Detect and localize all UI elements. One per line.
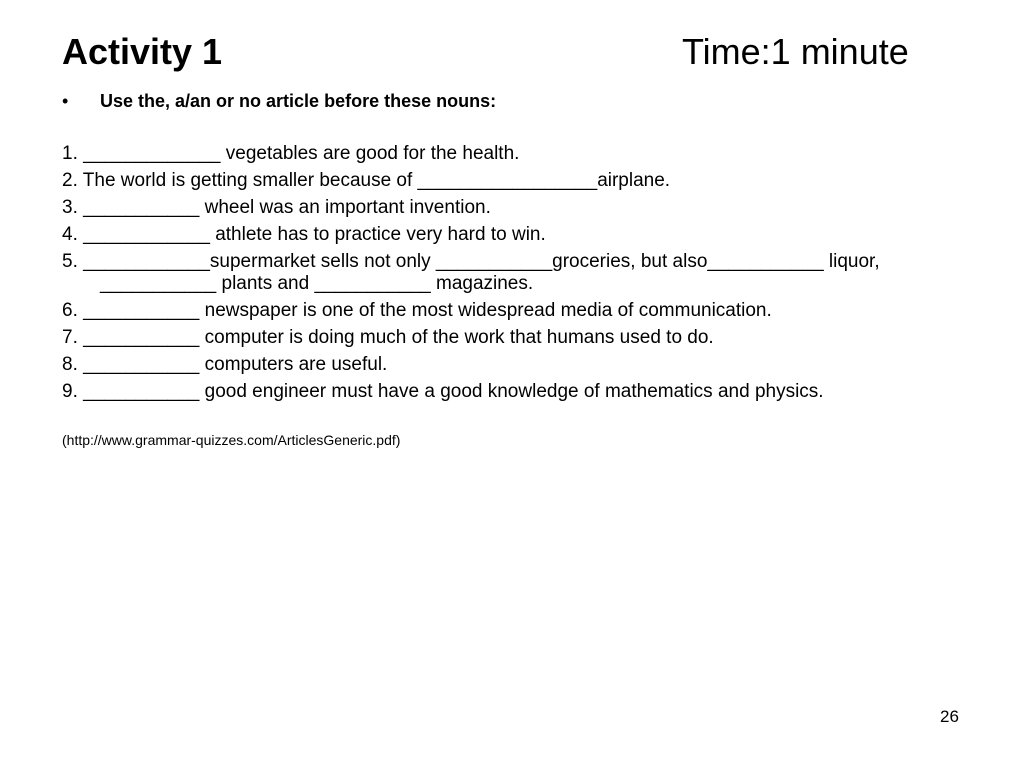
slide-title: Activity 1: [62, 31, 223, 72]
question-5: 5. ____________supermarket sells not only ___________groceries, but also___________ liquor, ___________ plants and ___________ magazines.: [62, 251, 880, 294]
page-number: 26: [940, 707, 959, 726]
question-list: [62, 143, 962, 408]
source-link: (http://www.grammar-quizzes.com/ArticlesGeneric.pdf): [62, 432, 401, 448]
question-8: 8. ___________ computers are useful.: [62, 354, 388, 375]
question-2: 2. The world is getting smaller because of _________________airplane.: [62, 170, 671, 191]
instruction-text: Use the, a/an or no article before these nouns:: [100, 91, 497, 111]
question-9: 9. ___________ good engineer must have a good knowledge of mathematics and physics.: [62, 381, 824, 402]
time-limit: Time:1 minute: [682, 31, 909, 72]
question-4: 4. ____________ athlete has to practice very hard to win.: [62, 224, 546, 245]
question-1: 1. _____________ vegetables are good for the health.: [62, 143, 520, 164]
question-6: 6. ___________ newspaper is one of the most widespread media of communication.: [62, 300, 772, 321]
question-3: 3. ___________ wheel was an important invention.: [62, 197, 491, 218]
instruction-row: [62, 88, 496, 114]
question-7: 7. ___________ computer is doing much of the work that humans used to do.: [62, 327, 714, 348]
bullet-icon: •: [62, 91, 69, 111]
